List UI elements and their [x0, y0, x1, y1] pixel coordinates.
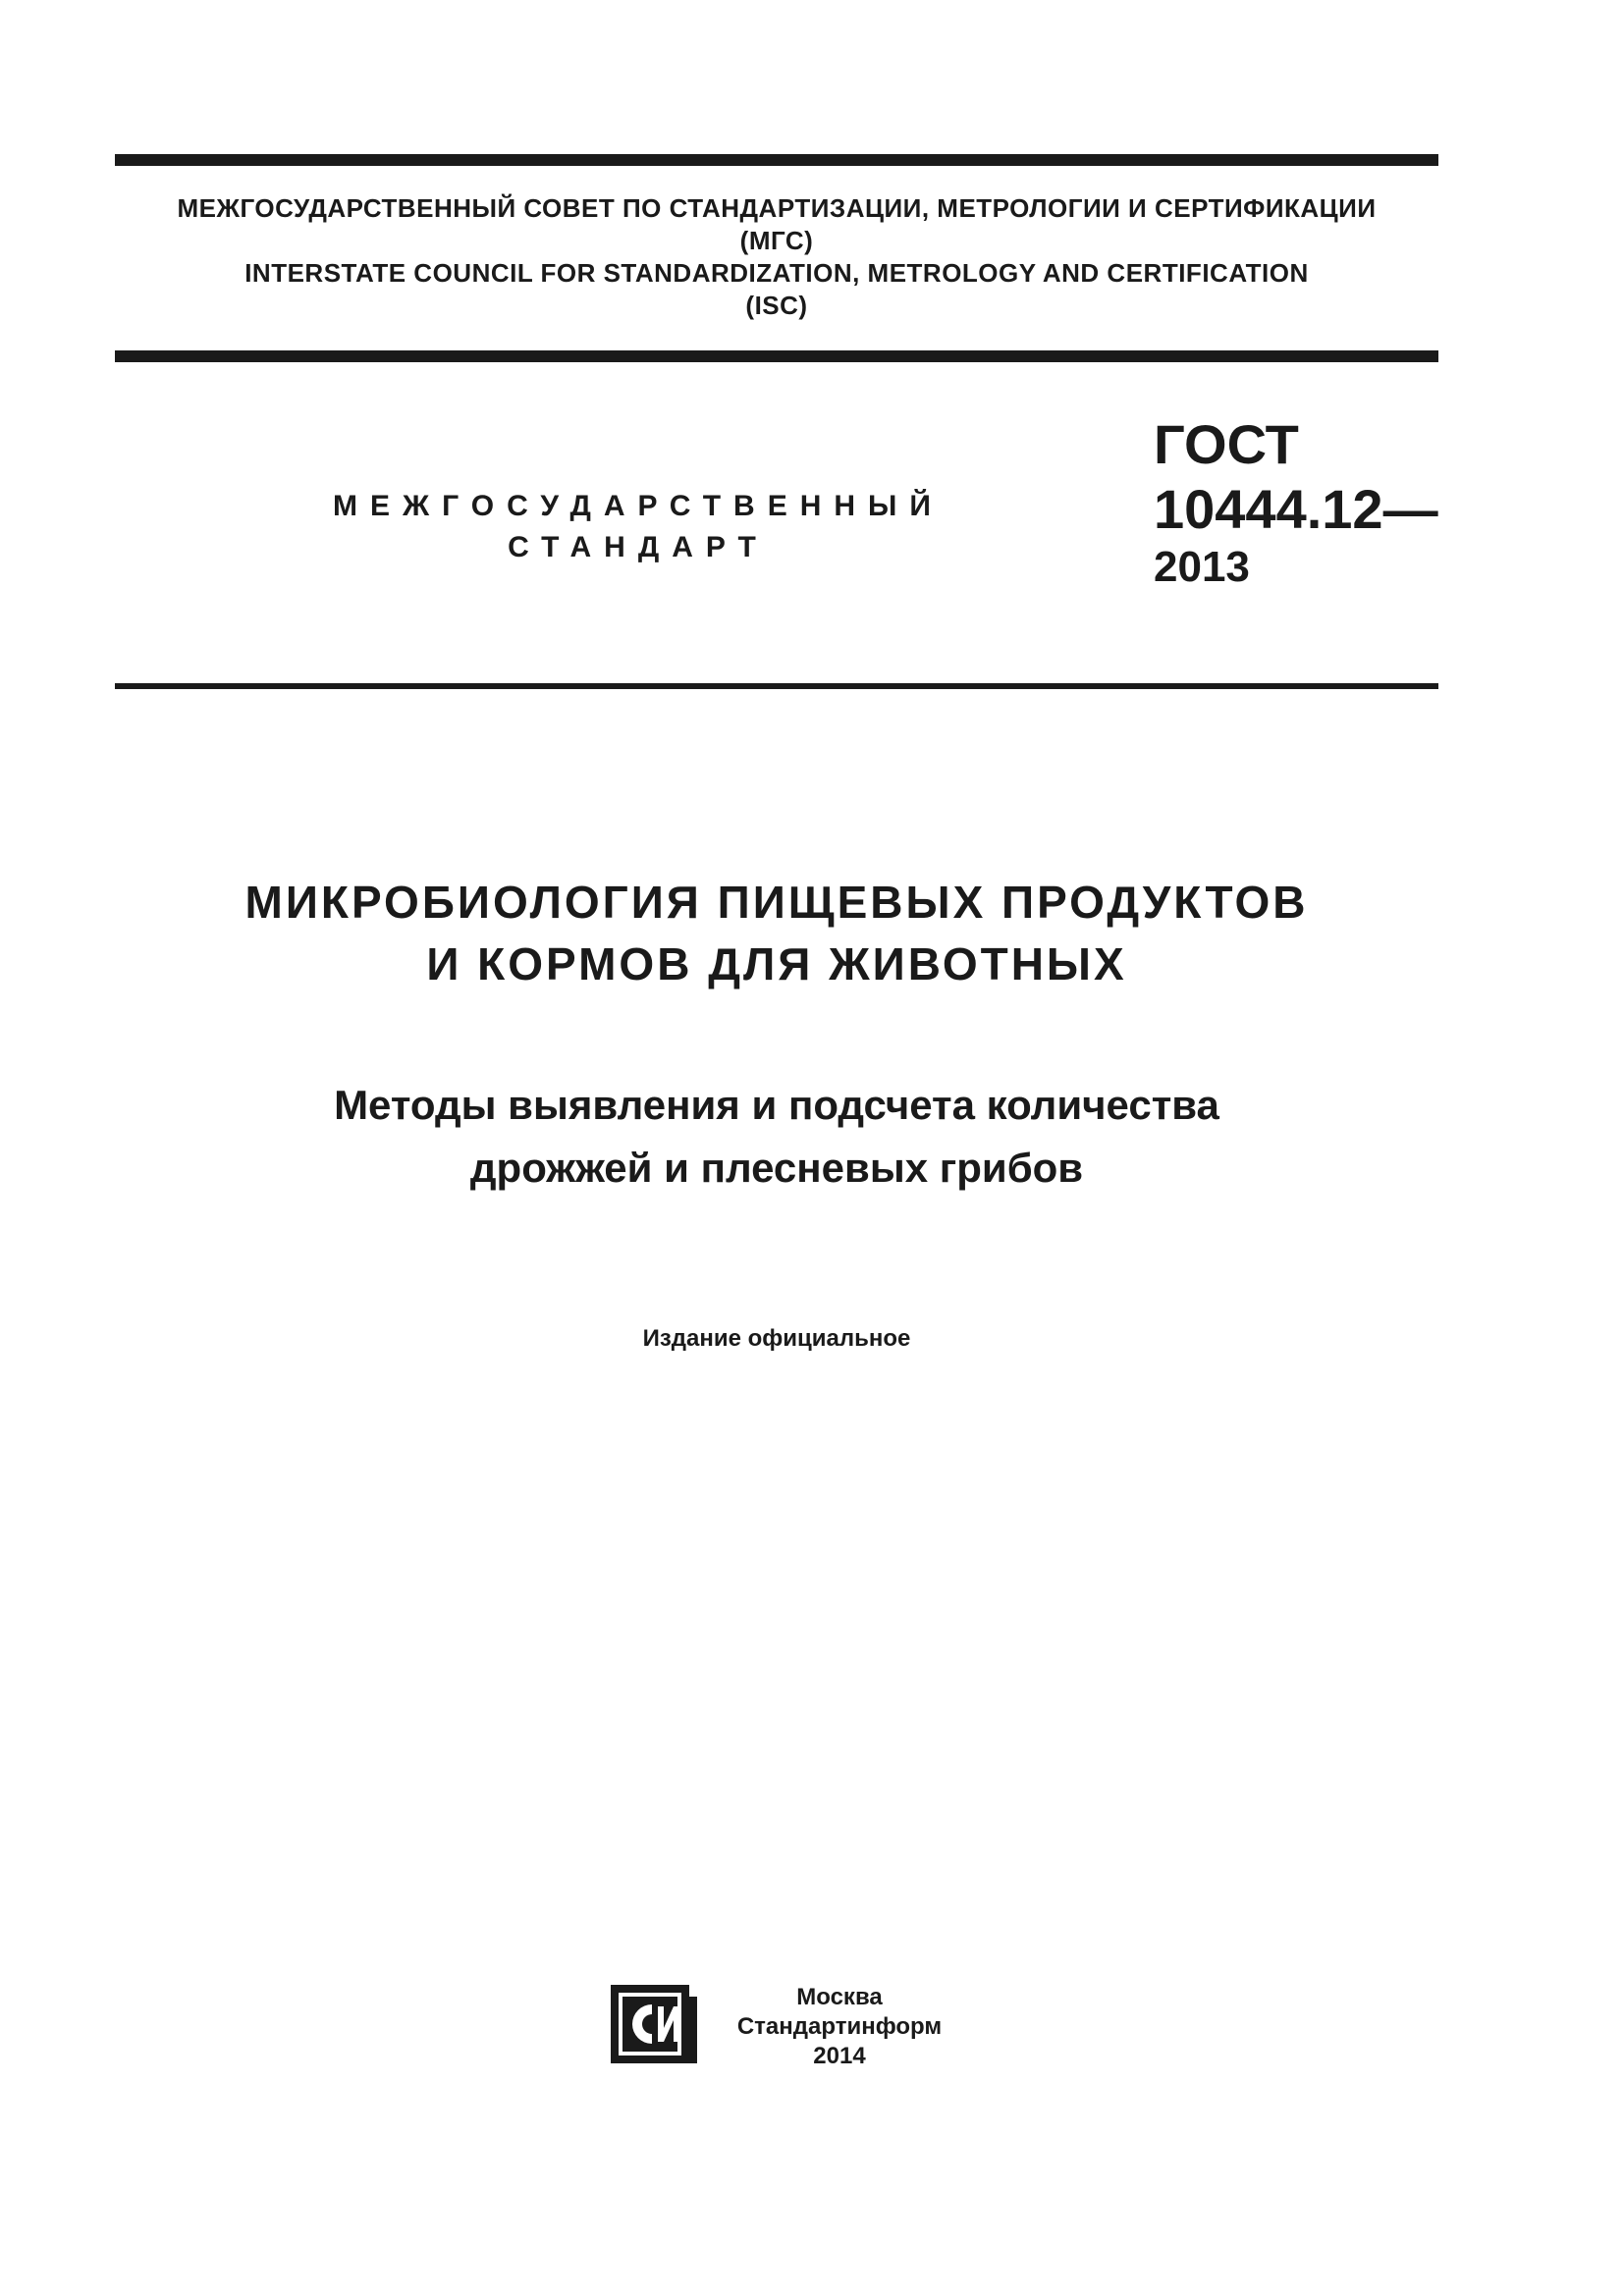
subtitle-line1: Методы выявления и подсчета количества [334, 1082, 1219, 1128]
document-title [115, 872, 1438, 995]
council-abbr-en: (ISC) [745, 291, 808, 320]
council-name-en: INTERSTATE COUNCIL FOR STANDARDIZATION, METROLOGY AND CERTIFICATION [244, 258, 1309, 288]
publisher-city: Москва [796, 1984, 883, 2010]
standartinform-logo-icon [609, 1983, 705, 2065]
council-header [115, 192, 1438, 322]
standard-kind-line2: СТАНДАРТ [508, 531, 769, 563]
publisher-year: 2014 [813, 2043, 866, 2069]
council-name-ru: МЕЖГОСУДАРСТВЕННЫЙ СОВЕТ ПО СТАНДАРТИЗАЦИИ, МЕТРОЛОГИИ И СЕРТИФИКАЦИИ [177, 193, 1377, 223]
title-line1: МИКРОБИОЛОГИЯ ПИЩЕВЫХ ПРОДУКТОВ [244, 877, 1309, 928]
middle-rule [115, 350, 1438, 362]
document-subtitle [115, 1074, 1438, 1200]
publisher-name: Стандартинформ [736, 2013, 943, 2040]
standard-number: 10444.12— [1154, 478, 1438, 540]
publisher-imprint [722, 1983, 957, 2071]
top-rule [115, 154, 1438, 166]
standard-kind [295, 486, 982, 568]
council-abbr-ru: (МГС) [739, 226, 814, 255]
subtitle-line2: дрожжей и плесневых грибов [469, 1145, 1084, 1191]
bottom-rule [115, 683, 1438, 689]
standard-designation [1154, 412, 1438, 593]
standard-kind-line1: МЕЖГОСУДАРСТВЕННЫЙ [333, 490, 944, 522]
edition-note: Издание официальное [642, 1325, 911, 1352]
title-line2: И КОРМОВ ДЛЯ ЖИВОТНЫХ [426, 938, 1127, 989]
standard-label: ГОСТ [1154, 413, 1299, 475]
standard-year: 2013 [1154, 543, 1250, 591]
